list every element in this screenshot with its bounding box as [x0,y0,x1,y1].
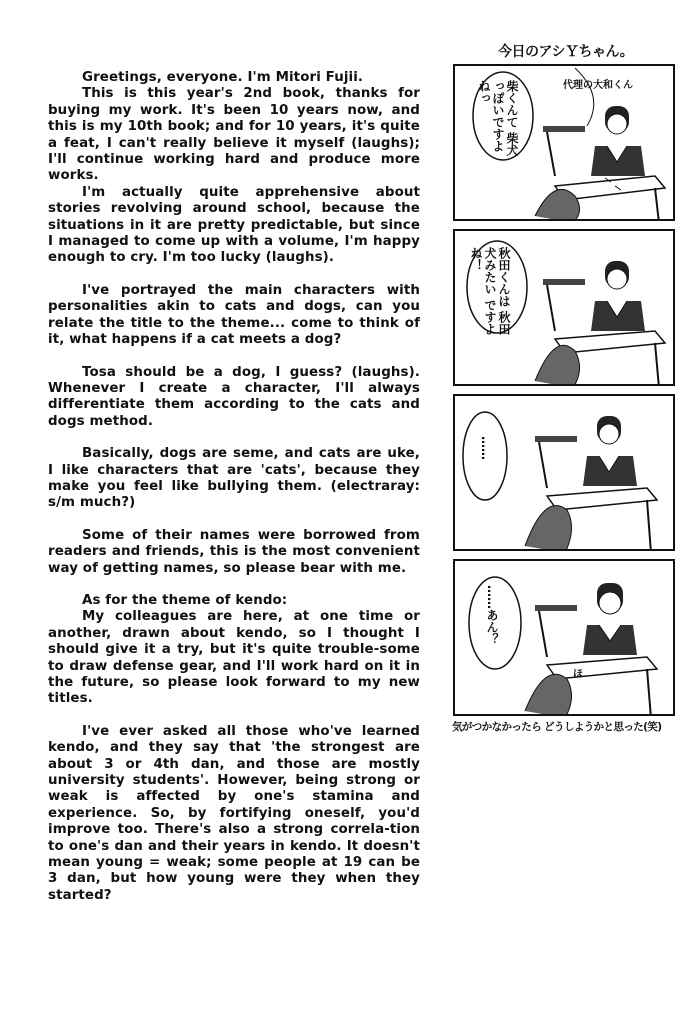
essay-paragraph: Greetings, everyone. I'm Mitori Fujii. [82,70,364,85]
comic-strip-title: 今日のアシＹちゃん。 [498,44,634,60]
comic-panel-2 [453,229,675,386]
essay-paragraph: Tosa should be a dog, I guess? (laughs). Whenever I create a character, I'll always differentiate them according to the cats and dogs method. [48,364,420,429]
comic-panel-4 [453,559,675,716]
essay-paragraph: I've ever asked all those who've learned kendo, and they say that 'the strongest are about 3 or 4th dan, and those are mostly university students'. However, being strong or weak is affected by one's stamina and experience. So, by fortifying oneself, you'd improve too. There's also a strong correla-tion to one's dan and their years in kendo. It doesn't mean young = weak; some people at 19 can be 3 dan, but how young were they when they started? [48,723,420,903]
panel-3-speech: …… [479,436,493,460]
comic-panel-3 [453,394,675,551]
essay-paragraph: I've portrayed the main characters with personalities akin to cats and dogs, can you relate the title to the theme... come to think of it, what happens if a cat meets a dog? [48,282,420,348]
panel-4-speech: ……あん？ [485,585,499,645]
panel-4-sfx: ほ [573,669,583,680]
essay-paragraph: My colleagues are here, at one time or another, drawn about kendo, so I thought I should give it a try, but it's quite trouble-some to draw defense gear, and I'll work hard on it in the future, so please look forward to my new titles. [48,609,420,707]
comic-panel-1 [453,64,675,221]
essay-text [48,70,420,920]
essay-paragraph: As for the theme of kendo: [82,592,288,608]
comic-strip [453,64,675,716]
comic-strip-caption: 気がつかなかったら どうしようかと思った(笑) [452,721,662,733]
panel-2-speech: 秋田くんは 秋田犬みたい ですよね！ [469,247,511,336]
essay-paragraph: Basically, dogs are seme, and cats are uke, I like characters that are 'cats', because they make you feel like bullying them. (electraray: s/m much?) [48,446,420,511]
essay-paragraph: I'm actually quite apprehensive about stories revolving around school, because the situations in it are pretty predictable, but since I managed to come up with a volume, I'm happy enough to cry. I'm too lucky (laughs). [48,184,420,266]
panel-1-speech: 柴くんて 柴犬っぽいですよねっ [477,80,519,157]
essay-paragraph: Some of their names were borrowed from readers and friends, this is the most convenient way of getting names, so please bear with me. [48,527,420,576]
panel-1-label: 代理の大和くん [563,80,633,91]
essay-paragraph: This is this year's 2nd book, thanks for buying my work. It's been 10 years now, and this is my 10th book; and for 10 years, it's quite a feat, I can't really believe it myself (laughs); I'll continue working hard and produce more works. [48,86,420,184]
